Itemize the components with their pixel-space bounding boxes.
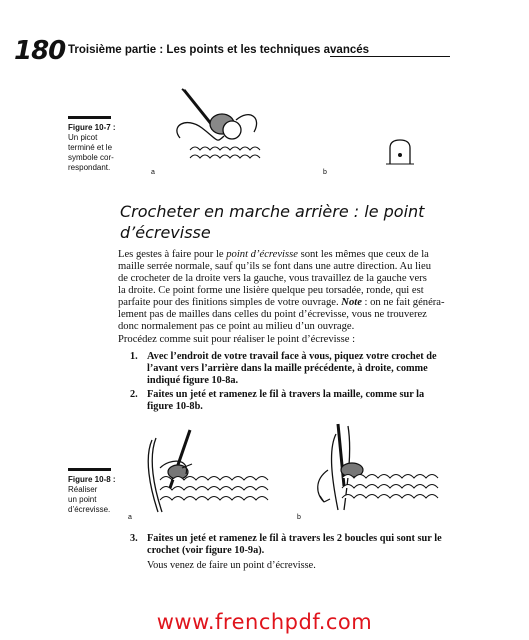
step-3-text	[147, 533, 447, 572]
section-title-line: d’écrevisse	[120, 223, 211, 242]
figure-10-7-caption	[68, 123, 116, 173]
header-rule	[330, 56, 450, 57]
step-number: 2.	[130, 389, 138, 400]
step-line: crochet (voir figure 10-9a).	[147, 545, 265, 556]
text-run: sont les mêmes que ceux de la	[297, 249, 429, 260]
caption-line: d’écrevisse.	[68, 505, 111, 514]
sublabel-b: b	[323, 169, 327, 176]
figure-label: Figure 10-7 :	[68, 123, 116, 132]
figure-label: Figure 10-8 :	[68, 475, 116, 484]
text-run: parfaite pour des finitions simples de votre ouvrage.	[118, 297, 342, 308]
sublabel-b: b	[297, 514, 301, 521]
figure-10-8b-illustration	[298, 420, 446, 512]
sublabel-a: a	[128, 514, 132, 521]
watermark-link[interactable]: www.frenchpdf.com	[156, 610, 373, 634]
figure-10-8-caption	[68, 475, 116, 515]
caption-line: terminé et le	[68, 143, 113, 152]
step-line: Faites un jeté et ramenez le fil à travers les 2 boucles qui sont sur le	[147, 533, 442, 544]
caption-line: respondant.	[68, 163, 111, 172]
step-1-text	[147, 351, 447, 387]
step-number: 1.	[130, 351, 138, 362]
text-line: maille serrée normale, sauf qu’ils se font dans une autre direction. Au lieu	[118, 261, 432, 272]
step-line: Avec l’endroit de votre travail face à vous, piquez votre crochet de	[147, 351, 437, 362]
step-line: figure 10-8b.	[147, 401, 203, 412]
running-head: Troisième partie : Les points et les techniques avancés	[68, 44, 370, 56]
page-number: 180	[14, 36, 66, 66]
figure-10-7b-symbol	[384, 138, 416, 168]
emphasis: point d’écrevisse	[226, 249, 298, 260]
caption-line: Un picot	[68, 133, 98, 142]
step-number: 3.	[130, 533, 138, 544]
text-run: : on ne fait généra-	[361, 297, 445, 308]
step-line: indiqué figure 10-8a.	[147, 375, 239, 386]
figure-10-8a-illustration	[130, 428, 280, 514]
text-line: donc normalement pas ce point au milieu d’un ouvrage.	[118, 321, 355, 332]
text-line: de crocheter de la droite vers la gauche, vous travaillez de la gauche vers	[118, 273, 427, 284]
section-title	[120, 201, 450, 243]
caption-line: symbole cor-	[68, 153, 114, 162]
step-line: l’avant vers l’arrière dans la maille précédente, à droite, comme	[147, 363, 428, 374]
sublabel-a: a	[151, 169, 155, 176]
figure-caption-bar	[68, 468, 111, 471]
caption-line: un point	[68, 495, 97, 504]
paragraph	[118, 249, 458, 333]
caption-line: Réaliser	[68, 485, 98, 494]
text-line: la droite. Ce point forme une lisière quelque peu torsadée, ronde, qui est	[118, 285, 424, 296]
figure-10-7a-illustration	[150, 88, 280, 168]
step-2-text	[147, 389, 447, 413]
note-label: Note	[341, 297, 362, 308]
figure-caption-bar	[68, 116, 111, 119]
intro-text: Procédez comme suit pour réaliser le point d’écrevisse :	[118, 334, 356, 345]
step-result: Vous venez de faire un point d’écrevisse.	[147, 560, 316, 571]
step-line: Faites un jeté et ramenez le fil à travers la maille, comme sur la	[147, 389, 425, 400]
text-line: lement pas de mailles dans celles du point d’écrevisse, vous ne trouverez	[118, 309, 427, 320]
text-run: Les gestes à faire pour le	[118, 249, 227, 260]
section-title-line: Crocheter en marche arrière : le point	[120, 202, 425, 221]
